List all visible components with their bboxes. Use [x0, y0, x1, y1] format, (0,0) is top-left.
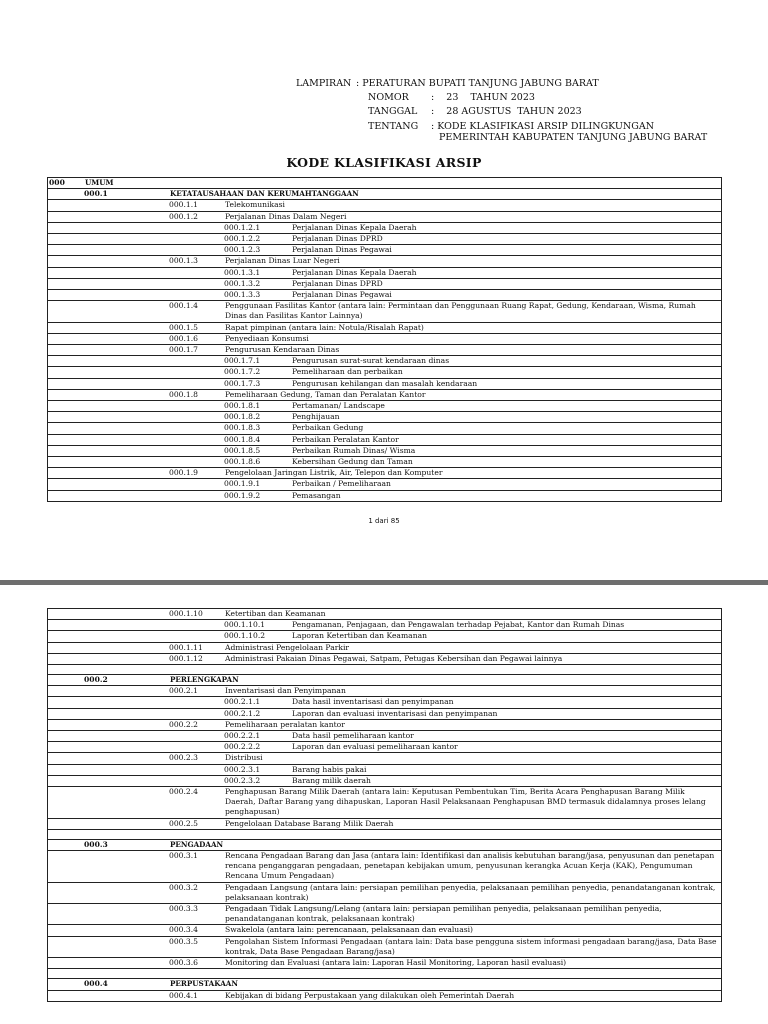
tanggal-value: : 28 AGUSTUS TAHUN 2023 — [431, 106, 582, 117]
classification-label: Penghijauan — [292, 412, 340, 422]
table-row — [48, 753, 721, 764]
table-row — [48, 765, 721, 776]
classification-label: Perjalanan Dinas Pegawai — [292, 290, 392, 300]
table-row — [48, 379, 721, 390]
classification-label: Monitoring dan Evaluasi (antara lain: Laporan Hasil Monitoring, Laporan hasil evaluasi) — [225, 958, 567, 968]
classification-label: Data hasil inventarisasi dan penyimpanan — [292, 697, 454, 707]
classification-label: Laporan dan evaluasi pemeliharaan kantor — [292, 742, 458, 752]
table-row — [48, 819, 721, 830]
classification-label: Perjalanan Dinas DPRD — [292, 278, 383, 288]
classification-code: 000.2.2 — [169, 719, 198, 729]
classification-table-continued — [47, 608, 722, 1002]
classification-label: Pengelolaan Database Barang Milik Daerah — [225, 818, 394, 828]
classification-code: 000.1.7.2 — [224, 367, 261, 377]
classification-label: Pengurusan Kendaraan Dinas — [225, 345, 340, 355]
classification-label: Perjalanan Dinas DPRD — [292, 234, 383, 244]
classification-code: 000.2.3.1 — [224, 764, 261, 774]
table-row — [48, 178, 721, 189]
page-number: 1 dari 85 — [368, 517, 400, 525]
table-row — [48, 367, 721, 378]
classification-label: Swakelola (antara lain: perencanaan, pelaksanaan dan evaluasi) — [225, 925, 474, 935]
table-row — [48, 468, 721, 479]
classification-code: 000 — [49, 178, 65, 187]
classification-label: Inventarisasi dan Penyimpanan — [225, 686, 346, 696]
table-row — [48, 412, 721, 423]
classification-label: Telekomunikasi — [225, 200, 285, 210]
nomor-value: : 23 TAHUN 2023 — [431, 92, 535, 103]
table-row — [48, 979, 721, 990]
document-title: KODE KLASIFIKASI ARSIP — [286, 155, 482, 170]
table-row — [48, 609, 721, 620]
lampiran-label: LAMPIRAN — [296, 78, 352, 89]
classification-label: Penghapusan Barang Milik Daerah (antara lain: Keputusan Pembentukan Tim, Berita Acara Penghapusan Barang Milik Daerah, Daftar Barang yang dihapuskan, Laporan Hasil Pelaksanaan Penghapusan BMD termasuk didalamnya proses lelang penghapusan) — [225, 787, 706, 817]
table-row — [48, 991, 721, 1002]
table-row — [48, 334, 721, 345]
table-row — [48, 279, 721, 290]
classification-code: 000.1.7 — [169, 345, 198, 355]
classification-code: 000.2.2.2 — [224, 742, 261, 752]
classification-label: Administrasi Pakaian Dinas Pegawai, Satpam, Petugas Kebersihan dan Pegawai lainnya — [225, 653, 563, 663]
classification-label: Pemeliharaan peralatan kantor — [225, 719, 345, 729]
classification-label: Pemeliharaan Gedung, Taman dan Peralatan Kantor — [225, 389, 426, 399]
table-row — [48, 776, 721, 787]
table-row — [48, 200, 721, 211]
classification-code: 000.1.8.4 — [224, 434, 261, 444]
classification-label: Pertamanan/ Landscape — [292, 401, 385, 411]
table-row — [48, 234, 721, 245]
classification-label: Perjalanan Dinas Luar Negeri — [225, 256, 340, 266]
classification-code: 000.1 — [84, 189, 108, 199]
classification-code: 000.1.4 — [169, 301, 198, 311]
table-row — [48, 925, 721, 936]
nomor-label: NOMOR — [368, 92, 409, 103]
classification-label: Pemasangan — [292, 490, 341, 500]
table-row — [48, 720, 721, 731]
classification-code: 000.1.5 — [169, 322, 198, 332]
classification-code: 000.3.2 — [169, 882, 198, 892]
table-row — [48, 323, 721, 334]
classification-code: 000.3.1 — [169, 851, 198, 861]
classification-code: 000.1.6 — [169, 333, 198, 343]
table-row — [48, 491, 721, 502]
classification-code: 000.1.7.3 — [224, 378, 261, 388]
table-row — [48, 620, 721, 631]
table-row — [48, 840, 721, 851]
table-row — [48, 446, 721, 457]
classification-code: 000.1.2.1 — [224, 222, 261, 232]
table-row — [48, 937, 721, 958]
classification-code: 000.2.1.1 — [224, 697, 261, 707]
table-row — [48, 643, 721, 654]
classification-label: PERLENGKAPAN — [170, 675, 239, 685]
table-row — [48, 654, 721, 665]
classification-label: Pengolahan Sistem Informasi Pengadaan (antara lain: Data base pengguna sistem informasi pengadaan barang/jasa, Data Base kontrak, Data Base Pengadaan Barang/jasa) — [225, 936, 717, 956]
classification-label: Pengurusan surat-surat kendaraan dinas — [292, 356, 450, 366]
classification-code: 000.1.10.1 — [224, 620, 266, 630]
classification-label: Laporan Ketertiban dan Keamanan — [292, 631, 427, 641]
classification-label: Laporan dan evaluasi inventarisasi dan penyimpanan — [292, 708, 498, 718]
classification-label: Pemeliharaan dan perbaikan — [292, 367, 403, 377]
classification-code: 000.1.8.1 — [224, 401, 261, 411]
table-row — [48, 787, 721, 819]
classification-code: 000.1.8.3 — [224, 423, 261, 433]
classification-label: Barang milik daerah — [292, 775, 371, 785]
classification-code: 000.3.6 — [169, 958, 198, 968]
classification-code: 000.1.8.2 — [224, 412, 261, 422]
classification-label: UMUM — [85, 178, 114, 187]
classification-label: Perbaikan Peralatan Kantor — [292, 434, 399, 444]
classification-label: Perjalanan Dinas Pegawai — [292, 245, 392, 255]
classification-label: Kebersihan Gedung dan Taman — [292, 457, 413, 467]
classification-label: Barang habis pakai — [292, 764, 367, 774]
classification-label: Pengamanan, Penjagaan, dan Pengawalan terhadap Pejabat, Kantor dan Rumah Dinas — [292, 620, 625, 630]
classification-code: 000.1.9.1 — [224, 479, 261, 489]
classification-code: 000.2 — [84, 675, 108, 685]
tentang-value-line1: : KODE KLASIFIKASI ARSIP DILINGKUNGAN — [431, 121, 655, 132]
classification-code: 000.2.3 — [169, 753, 198, 763]
classification-code: 000.2.4 — [169, 787, 198, 797]
classification-code: 000.2.1.2 — [224, 708, 261, 718]
table-row — [48, 675, 721, 686]
table-row — [48, 731, 721, 742]
classification-code: 000.1.10 — [169, 609, 203, 618]
table-row — [48, 709, 721, 720]
table-row — [48, 245, 721, 256]
classification-code: 000.1.12 — [169, 653, 203, 663]
classification-code: 000.1.3.3 — [224, 290, 261, 300]
lampiran-value: : PERATURAN BUPATI TANJUNG JABUNG BARAT — [356, 78, 599, 89]
classification-code: 000.3.5 — [169, 936, 198, 946]
table-row — [48, 697, 721, 708]
table-row — [48, 958, 721, 969]
classification-code: 000.1.10.2 — [224, 631, 266, 641]
table-row — [48, 256, 721, 267]
classification-code: 000.1.3.1 — [224, 267, 261, 277]
classification-code: 000.1.2 — [169, 211, 198, 221]
classification-label: Kebijakan di bidang Perpustakaan yang dilakukan oleh Pemerintah Daerah — [225, 990, 515, 1000]
table-row — [48, 631, 721, 642]
tanggal-label: TANGGAL — [368, 106, 418, 117]
classification-label: Perbaikan / Pemeliharaan — [292, 479, 391, 489]
table-row — [48, 356, 721, 367]
classification-code: 000.1.2.2 — [224, 234, 261, 244]
table-row — [48, 479, 721, 490]
classification-label: Penggunaan Fasilitas Kantor (antara lain: Permintaan dan Penggunaan Ruang Rapat, Gedung, Kendaraan, Wisma, Rumah Dinas dan Fasilitas Kantor Lainnya) — [225, 301, 696, 321]
classification-code: 000.1.8 — [169, 389, 198, 399]
classification-code: 000.1.2.3 — [224, 245, 261, 255]
table-spacer-row — [48, 969, 721, 979]
table-row — [48, 435, 721, 446]
classification-label: Perjalanan Dinas Dalam Negeri — [225, 211, 347, 221]
table-row — [48, 345, 721, 356]
table-row — [48, 851, 721, 883]
table-spacer-row — [48, 665, 721, 675]
classification-label: Penyediaan Konsumsi — [225, 333, 309, 343]
classification-table — [47, 177, 722, 502]
classification-label: Perbaikan Gedung — [292, 423, 364, 433]
classification-code: 000.1.8.5 — [224, 445, 261, 455]
classification-code: 000.1.1 — [169, 200, 198, 210]
table-row — [48, 423, 721, 434]
classification-label: Distribusi — [225, 753, 263, 763]
classification-label: Pengadaan Langsung (antara lain: persiapan pemilihan penyedia, pelaksanaan pemilihan penyedia, penandatanganan kontrak, pelaksanaan kontrak) — [225, 882, 716, 902]
classification-label: Rapat pimpinan (antara lain: Notula/Risalah Rapat) — [225, 322, 424, 332]
classification-code: 000.3.3 — [169, 904, 198, 914]
classification-label: Pengurusan kehilangan dan masalah kendaraan — [292, 378, 478, 388]
tentang-label: TENTANG — [368, 121, 419, 132]
table-row — [48, 401, 721, 412]
classification-code: 000.1.8.6 — [224, 457, 261, 467]
table-row — [48, 268, 721, 279]
classification-code: 000.1.3.2 — [224, 278, 261, 288]
classification-code: 000.4.1 — [169, 990, 198, 1000]
classification-code: 000.2.3.2 — [224, 775, 261, 785]
classification-code: 000.3.4 — [169, 925, 198, 935]
classification-label: Ketertiban dan Keamanan — [225, 609, 326, 618]
document-page-2 — [0, 585, 768, 1024]
classification-code: 000.3 — [84, 839, 108, 849]
classification-label: Perjalanan Dinas Kepala Daerah — [292, 222, 417, 232]
classification-label: Pengelolaan Jaringan Listrik, Air, Telepon dan Komputer — [225, 468, 443, 478]
classification-label: Perbaikan Rumah Dinas/ Wisma — [292, 445, 416, 455]
classification-label: Pengadaan Tidak Langsung/Lelang (antara lain: persiapan pemilihan penyedia, pelaksanaan pemilihan penyedia, penandatanganan kontrak, pelaksanaan kontrak) — [225, 904, 662, 924]
table-row — [48, 686, 721, 697]
classification-code: 000.1.9.2 — [224, 490, 261, 500]
table-row — [48, 301, 721, 322]
classification-code: 000.1.11 — [169, 642, 203, 652]
table-spacer-row — [48, 830, 721, 840]
classification-code: 000.2.1 — [169, 686, 198, 696]
table-row — [48, 212, 721, 223]
classification-code: 000.4 — [84, 979, 108, 989]
classification-label: Rencana Pengadaan Barang dan Jasa (antara lain: Identifikasi dan analisis kebutuhan barang/jasa, penyusunan dan penetapan rencana penganggaran pengadaan, penetapan kebijakan umum, penyusunan kerangka Acuan Kerja (KAK), Pengumuman Rencana Umum Pengadaan) — [225, 851, 715, 881]
classification-label: Perjalanan Dinas Kepala Daerah — [292, 267, 417, 277]
table-row — [48, 742, 721, 753]
table-row — [48, 883, 721, 904]
table-row — [48, 189, 721, 200]
classification-label: Administrasi Pengelolaan Parkir — [225, 642, 350, 652]
table-row — [48, 290, 721, 301]
table-row — [48, 390, 721, 401]
classification-label: KETATAUSAHAAN DAN KERUMAHTANGGAAN — [170, 189, 359, 199]
table-row — [48, 904, 721, 925]
classification-code: 000.1.3 — [169, 256, 198, 266]
classification-label: PERPUSTAKAAN — [170, 979, 238, 989]
classification-code: 000.2.5 — [169, 818, 198, 828]
classification-label: Data hasil pemeliharaan kantor — [292, 731, 414, 741]
classification-label: PENGADAAN — [170, 839, 224, 849]
classification-code: 000.1.9 — [169, 468, 198, 478]
table-row — [48, 223, 721, 234]
tentang-value-line2: PEMERINTAH KABUPATEN TANJUNG JABUNG BARAT — [439, 132, 708, 143]
classification-code: 000.2.2.1 — [224, 731, 261, 741]
classification-code: 000.1.7.1 — [224, 356, 261, 366]
table-row — [48, 457, 721, 468]
